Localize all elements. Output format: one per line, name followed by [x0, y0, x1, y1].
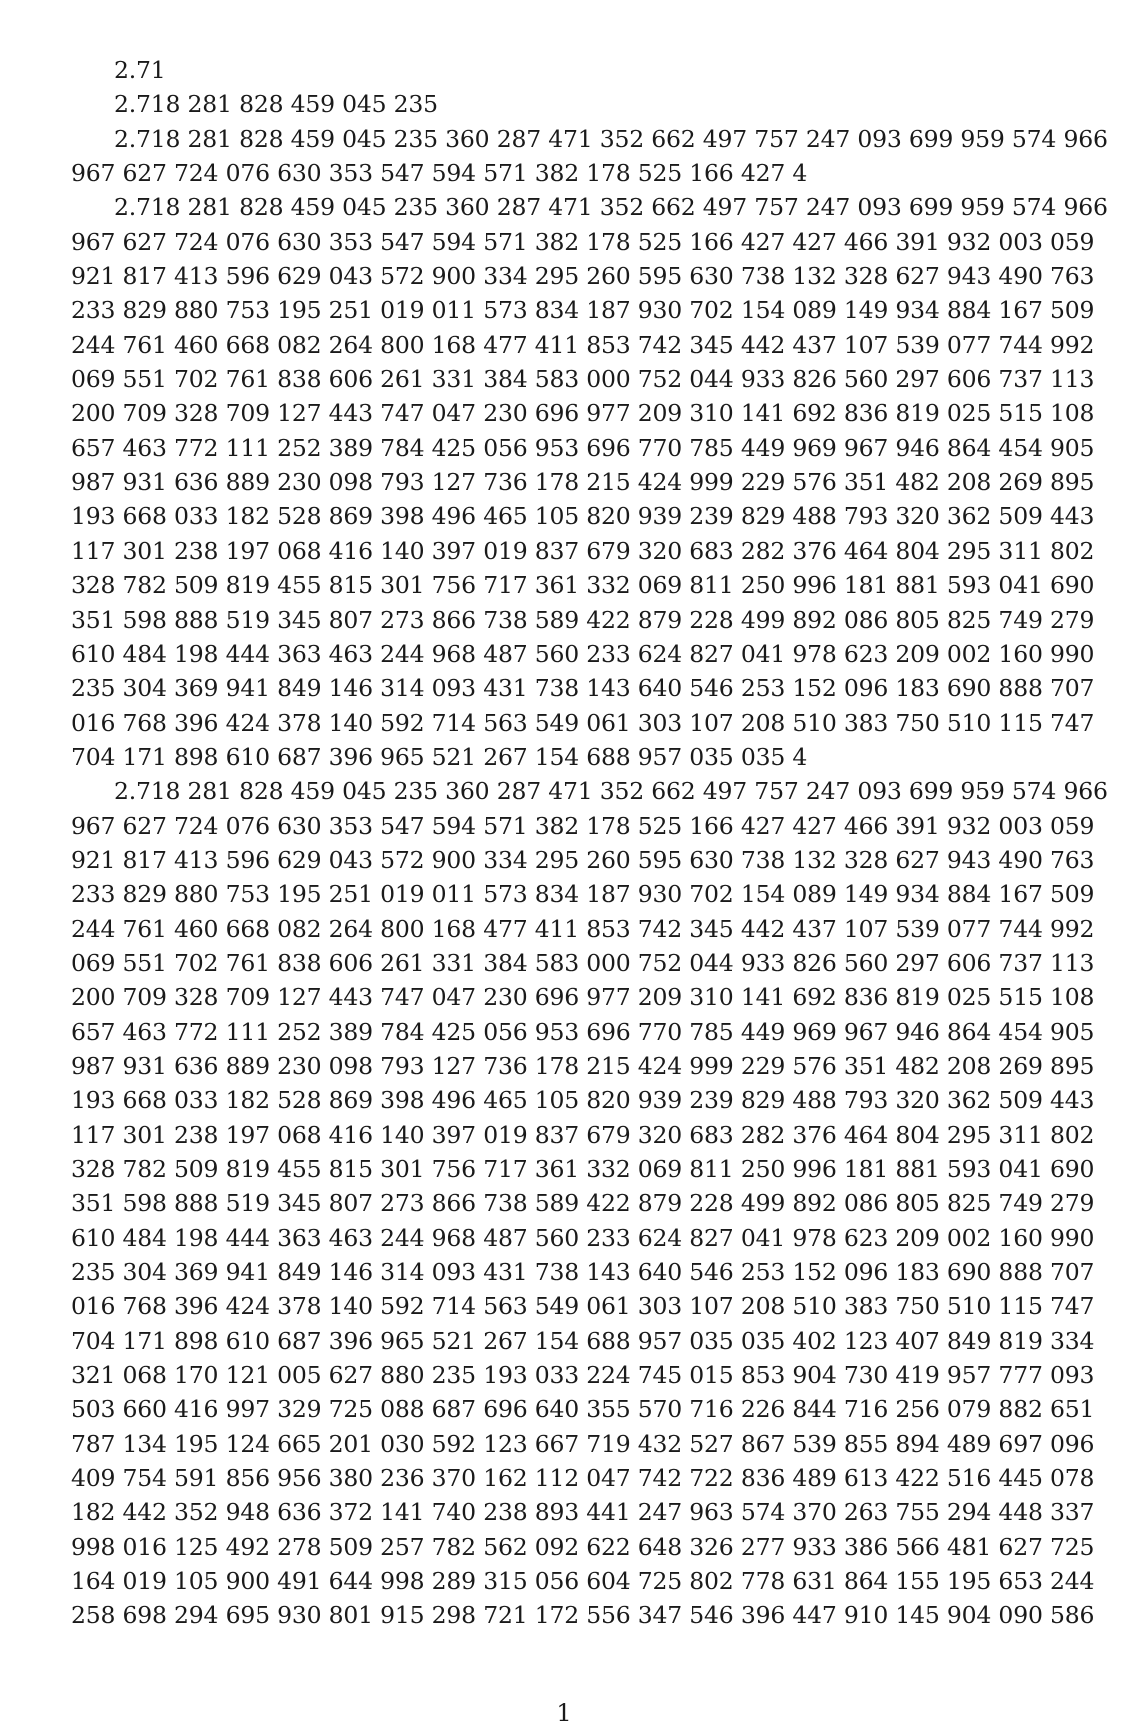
- text-line: 351 598 888 519 345 807 273 866 738 589 422 879 228 499 892 086 805 825 749 279: [71, 1189, 1095, 1218]
- text-line: 069 551 702 761 838 606 261 331 384 583 000 752 044 933 826 560 297 606 737 113: [71, 365, 1095, 394]
- text-line: 258 698 294 695 930 801 915 298 721 172 556 347 546 396 447 910 145 904 090 586: [71, 1601, 1095, 1630]
- text-line: 069 551 702 761 838 606 261 331 384 583 000 752 044 933 826 560 297 606 737 113: [71, 948, 1095, 977]
- text-line: 921 817 413 596 629 043 572 900 334 295 260 595 630 738 132 328 627 943 490 763: [71, 262, 1095, 291]
- text-line: 351 598 888 519 345 807 273 866 738 589 422 879 228 499 892 086 805 825 749 279: [71, 605, 1095, 634]
- text-line: 233 829 880 753 195 251 019 011 573 834 187 930 702 154 089 149 934 884 167 509: [71, 296, 1095, 325]
- text-line: 328 782 509 819 455 815 301 756 717 361 332 069 811 250 996 181 881 593 041 690: [71, 571, 1095, 600]
- text-line: 016 768 396 424 378 140 592 714 563 549 061 303 107 208 510 383 750 510 115 747: [71, 1292, 1095, 1321]
- paragraph-e-medium: [71, 190, 1108, 774]
- text-line: 244 761 460 668 082 264 800 168 477 411 853 742 345 442 437 107 539 077 744 992: [71, 330, 1095, 359]
- text-line: 117 301 238 197 068 416 140 397 019 837 679 320 683 282 376 464 804 295 311 802: [71, 1120, 1095, 1149]
- text-line: 987 931 636 889 230 098 793 127 736 178 215 424 999 229 576 351 482 208 269 895: [71, 468, 1095, 497]
- text-line: 321 068 170 121 005 627 880 235 193 033 224 745 015 853 904 730 419 957 777 093: [71, 1361, 1095, 1390]
- paragraph-e-short: [71, 122, 1108, 191]
- document-body: [71, 53, 1108, 1633]
- text-line: 503 660 416 997 329 725 088 687 696 640 355 570 716 226 844 716 256 079 882 651: [71, 1395, 1095, 1424]
- paragraph-e-16-digits: [71, 87, 1048, 121]
- text-line: 244 761 460 668 082 264 800 168 477 411 853 742 345 442 437 107 539 077 744 992: [71, 914, 1095, 943]
- text-line: 328 782 509 819 455 815 301 756 717 361 332 069 811 250 996 181 881 593 041 690: [71, 1155, 1095, 1183]
- text-line: 967 627 724 076 630 353 547 594 571 382 178 525 166 427 4: [71, 159, 808, 188]
- text-line: 987 931 636 889 230 098 793 127 736 178 215 424 999 229 576 351 482 208 269 895: [71, 1051, 1095, 1080]
- text-line: 235 304 369 941 849 146 314 093 431 738 143 640 546 253 152 096 183 690 888 707: [71, 674, 1095, 703]
- text-line: 200 709 328 709 127 443 747 047 230 696 977 209 310 141 692 836 819 025 515 108: [71, 399, 1095, 428]
- text-line: 657 463 772 111 252 389 784 425 056 953 696 770 785 449 969 967 946 864 454 905: [71, 433, 1095, 462]
- text-line: 610 484 198 444 363 463 244 968 487 560 233 624 827 041 978 623 209 002 160 990: [71, 639, 1095, 668]
- text-line: 2.71: [114, 56, 166, 84]
- text-line: 921 817 413 596 629 043 572 900 334 295 260 595 630 738 132 328 627 943 490 763: [71, 845, 1095, 874]
- paragraph-e-long: [71, 774, 1108, 1633]
- text-line: 016 768 396 424 378 140 592 714 563 549 061 303 107 208 510 383 750 510 115 747: [71, 708, 1095, 737]
- text-line: 657 463 772 111 252 389 784 425 056 953 696 770 785 449 969 967 946 864 454 905: [71, 1017, 1095, 1046]
- text-line: 182 442 352 948 636 372 141 740 238 893 441 247 963 574 370 263 755 294 448 337: [71, 1498, 1095, 1527]
- text-line: 164 019 105 900 491 644 998 289 315 056 604 725 802 778 631 864 155 195 653 244: [71, 1567, 1095, 1596]
- text-line: 787 134 195 124 665 201 030 592 123 667 719 432 527 867 539 855 894 489 697 096: [71, 1429, 1095, 1458]
- text-line: 704 171 898 610 687 396 965 521 267 154 688 957 035 035 4: [71, 742, 808, 771]
- paragraph-e-2-digits: [71, 53, 1048, 87]
- text-line: 967 627 724 076 630 353 547 594 571 382 178 525 166 427 427 466 391 932 003 059: [71, 227, 1095, 256]
- text-line: 2.718 281 828 459 045 235 360 287 471 352 662 497 757 247 093 699 959 574 966: [114, 124, 1108, 153]
- text-line: 117 301 238 197 068 416 140 397 019 837 679 320 683 282 376 464 804 295 311 802: [71, 536, 1095, 565]
- text-line: 967 627 724 076 630 353 547 594 571 382 178 525 166 427 427 466 391 932 003 059: [71, 811, 1095, 840]
- text-line: 193 668 033 182 528 869 398 496 465 105 820 939 239 829 488 793 320 362 509 443: [71, 1086, 1095, 1115]
- text-line: 409 754 591 856 956 380 236 370 162 112 047 742 722 836 489 613 422 516 445 078: [71, 1464, 1095, 1493]
- text-line: 235 304 369 941 849 146 314 093 431 738 143 640 546 253 152 096 183 690 888 707: [71, 1258, 1095, 1287]
- text-line: 233 829 880 753 195 251 019 011 573 834 187 930 702 154 089 149 934 884 167 509: [71, 880, 1095, 909]
- text-line: 2.718 281 828 459 045 235 360 287 471 352 662 497 757 247 093 699 959 574 966: [114, 193, 1108, 222]
- text-line: 2.718 281 828 459 045 235: [114, 90, 438, 119]
- text-line: 193 668 033 182 528 869 398 496 465 105 820 939 239 829 488 793 320 362 509 443: [71, 502, 1095, 531]
- page-number: 1: [556, 1699, 572, 1727]
- text-line: 998 016 125 492 278 509 257 782 562 092 622 648 326 277 933 386 566 481 627 725: [71, 1532, 1095, 1561]
- text-line: 200 709 328 709 127 443 747 047 230 696 977 209 310 141 692 836 819 025 515 108: [71, 983, 1095, 1012]
- text-line: 2.718 281 828 459 045 235 360 287 471 352 662 497 757 247 093 699 959 574 966: [114, 777, 1108, 806]
- text-line: 610 484 198 444 363 463 244 968 487 560 233 624 827 041 978 623 209 002 160 990: [71, 1223, 1095, 1252]
- text-line: 704 171 898 610 687 396 965 521 267 154 688 957 035 035 402 123 407 849 819 334: [71, 1326, 1095, 1355]
